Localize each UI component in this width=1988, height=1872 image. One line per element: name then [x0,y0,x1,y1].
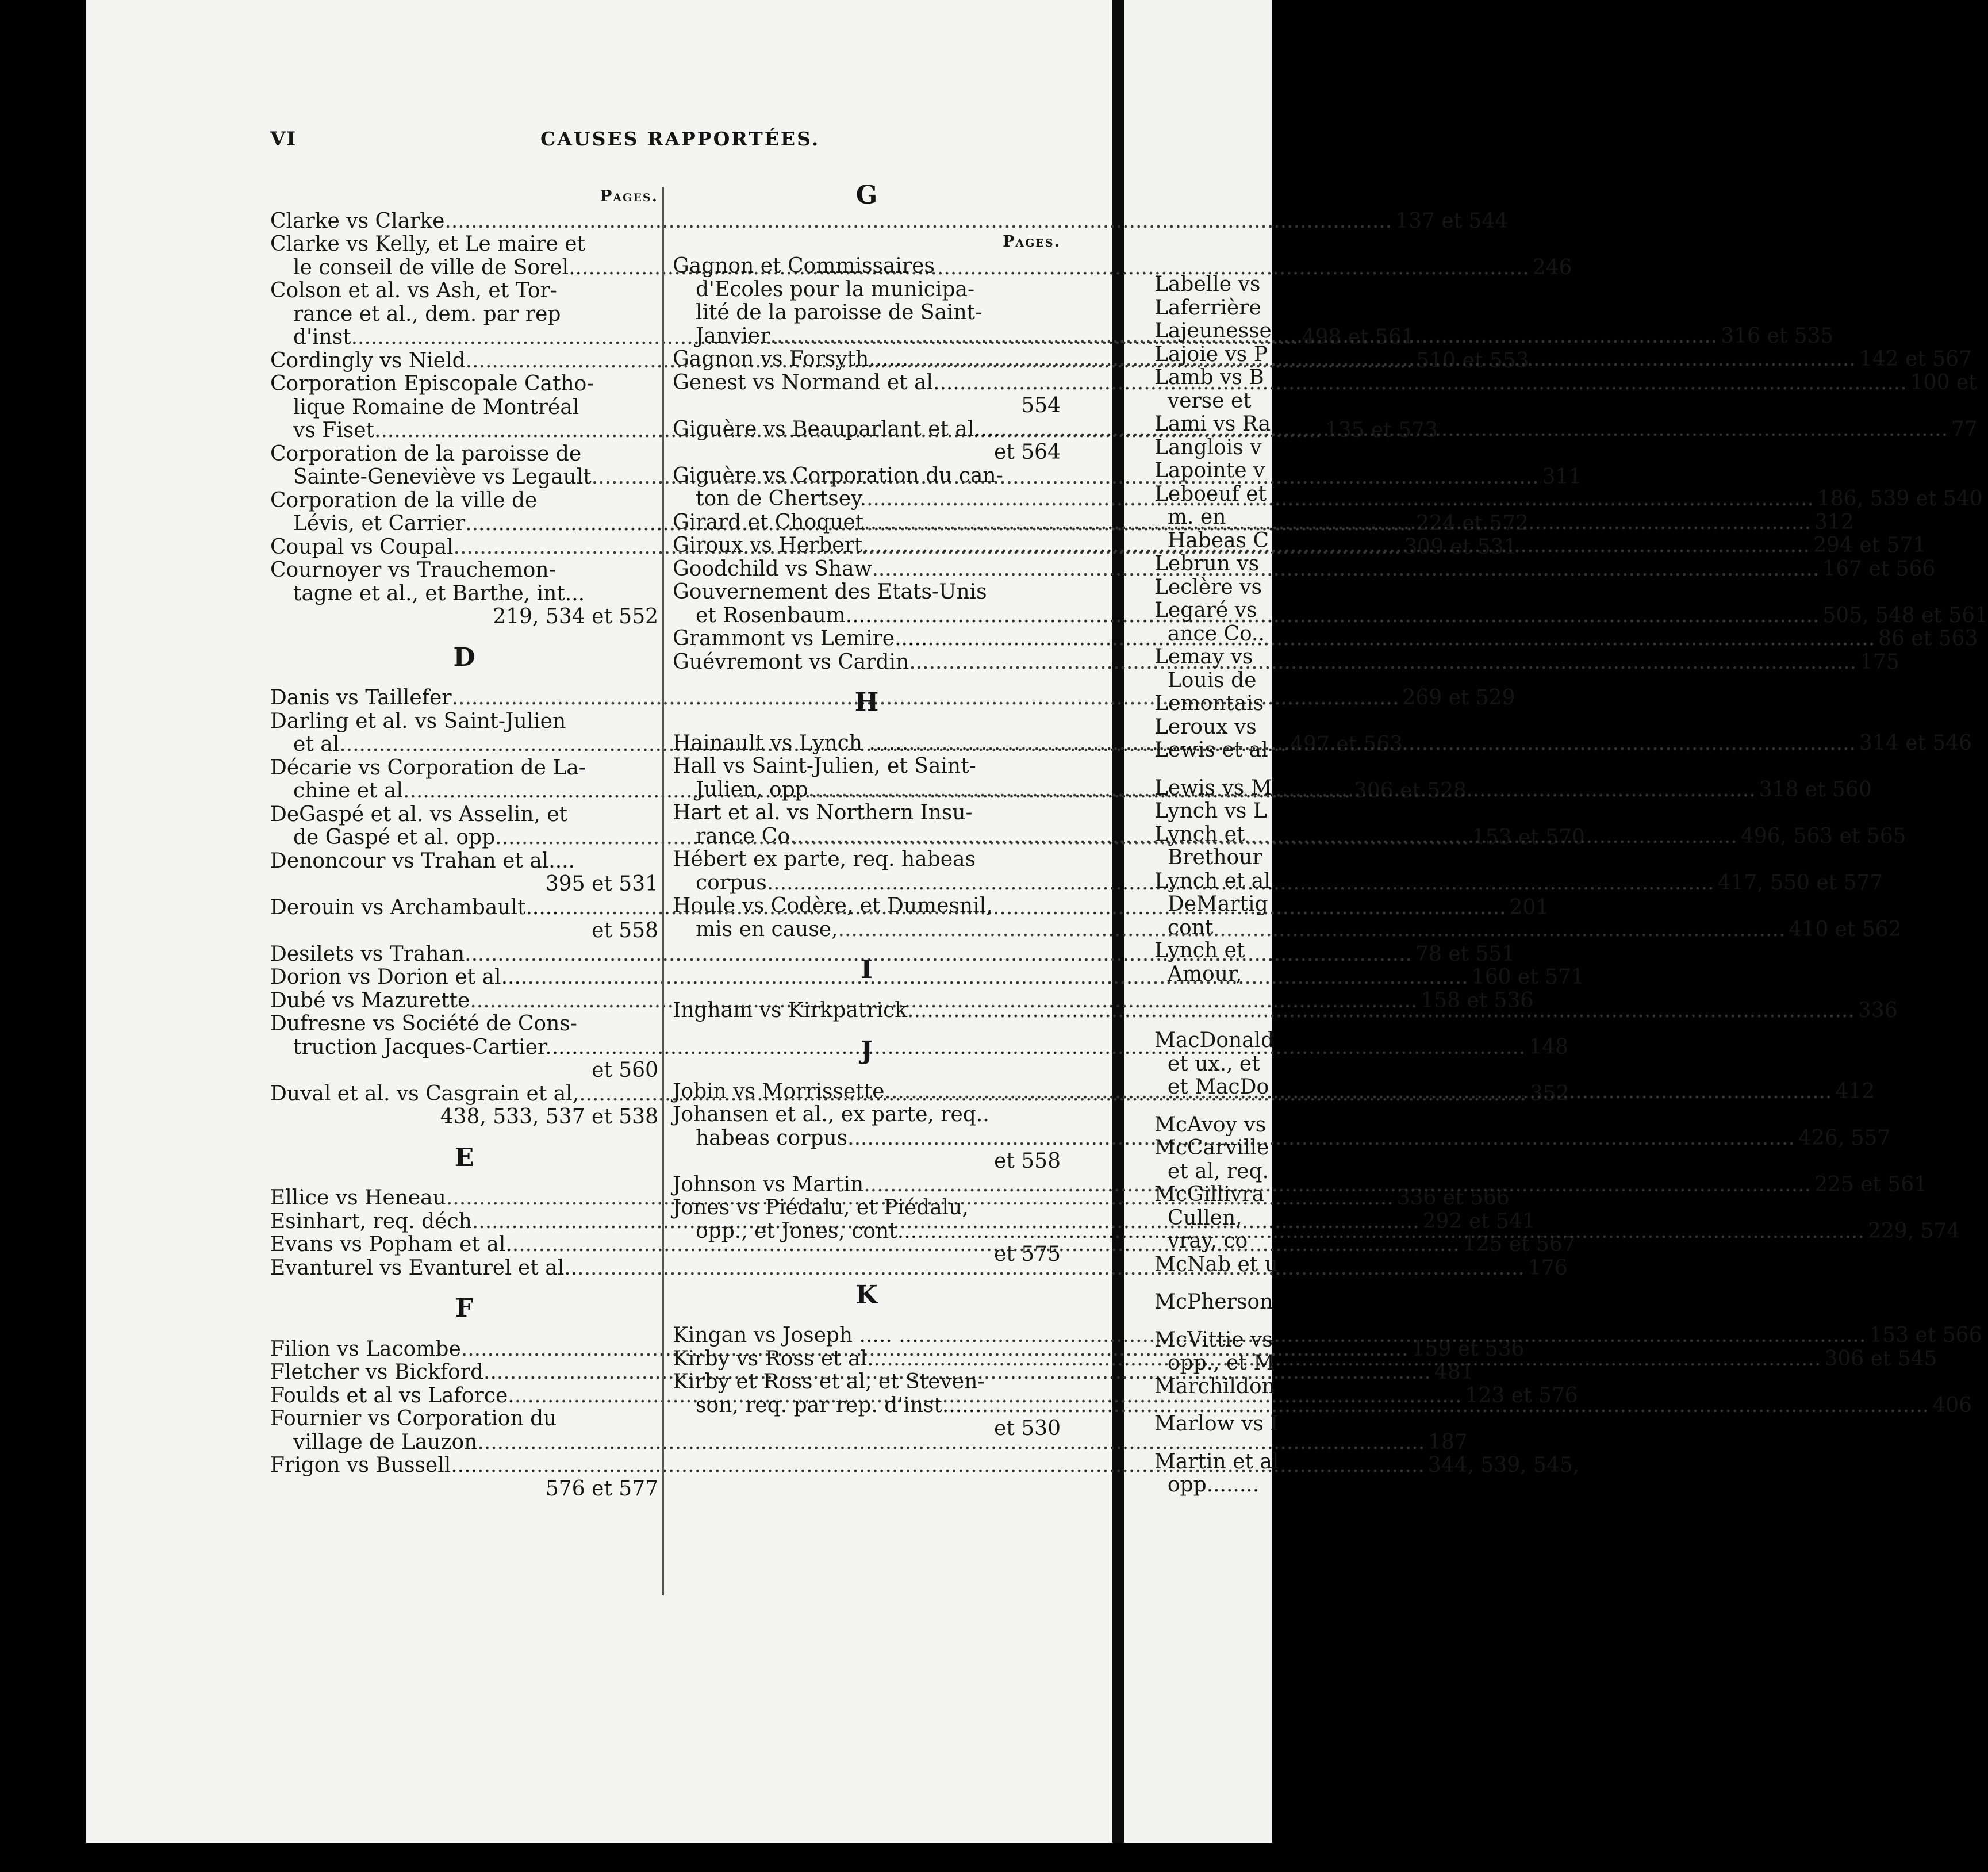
page-reference: et 558 [592,919,658,942]
entry-line [673,1417,1061,1441]
page-reference: et 575 [994,1242,1061,1266]
page-reference: 123 et 576 [1465,1383,1578,1407]
running-title: CAUSES RAPPORTÉES. [540,128,820,150]
adjacent-page-fragment: Langlois v [1154,435,1262,459]
entry-line [270,233,658,256]
adjacent-page-fragment: Lamb vs B [1154,366,1264,389]
page-reference: 426, 557 [1798,1126,1891,1150]
page-reference: et 558 [994,1149,1061,1173]
page-number: VI [270,128,297,151]
adjacent-page-fragment: Leclère vs [1154,575,1262,599]
adjacent-page-fragment: Cullen, [1154,1206,1242,1230]
case-name: Desilets vs Trahan [270,942,465,966]
adjacent-page-fragment: Labelle vs [1154,273,1261,296]
case-name: Houle vs Codère, et Dumesnil, [673,894,993,918]
case-name: Lévis, et Carrier [293,512,466,535]
case-name: village de Lauzon [293,1430,478,1454]
page-reference: 406 [1932,1393,1972,1417]
entry-line [270,757,658,780]
case-name: Sainte-Geneviève vs Legault [293,465,592,489]
entry-line [270,803,658,827]
case-name: Duval et al. vs Casgrain et al, [270,1081,579,1106]
adjacent-page-fragment: m. en [1154,505,1226,529]
adjacent-page-fragment: Lami vs Ra [1154,412,1271,436]
page-reference: 294 et 571 [1813,534,1926,557]
section-letter: J [861,1036,873,1065]
entry-line [673,895,1061,918]
page-reference: 292 et 541 [1422,1209,1536,1233]
adjacent-page-fragment: opp........ [1154,1473,1260,1497]
case-name: Grammont vs Lemire..... [673,627,928,650]
spacer [1154,1436,1304,1451]
case-name: Johansen et al., ex parte, req.. [673,1103,989,1126]
case-name: Gouvernement des Etats-Unis [673,580,987,604]
case-name: Coupal vs Coupal [270,535,454,559]
case-name: Cournoyer vs Trauchemon- [270,558,556,582]
entry-line [270,1430,1468,1455]
page-reference: et 530 [994,1417,1061,1440]
case-name: Hart et al. vs Northern Insu- [673,801,973,824]
entry-line [673,848,1061,872]
case-name: Fournier vs Corporation du [270,1407,557,1430]
page-reference: 246 [1532,255,1572,279]
case-name: Clarke vs Clarke [270,209,445,233]
dot-leader [982,1394,1929,1418]
case-name: Girard et Choquet [673,510,864,534]
page-reference: 153 et 570 [1472,826,1585,849]
entry-line [673,1243,1061,1267]
case-name: Giguère vs Beauparlant et al.... [673,417,1001,441]
page-reference: 86 et 563 [1878,627,1978,650]
page-reference: 417, 550 et 577 [1717,870,1883,895]
case-name: Esinhart, req. déch [270,1209,472,1233]
entry-line [270,1059,658,1083]
spacer [1154,1314,1304,1329]
adjacent-page-fragment: Laferrière [1154,296,1261,320]
dot-leader [872,558,1819,581]
index-entry [270,559,658,629]
dot-leader [863,1173,1811,1197]
page-reference: 186, 539 et 540 [1817,487,1983,511]
dot-leader [866,488,1814,511]
adjacent-page-fragment: Lemontais [1154,692,1264,715]
entry-line [270,1478,658,1501]
entry-line [673,301,1061,325]
adjacent-page-fragment: McNab et u [1154,1252,1278,1276]
case-name: Jones vs Piédalu, et Piédalu, [673,1196,969,1219]
case-name: rance Co [696,824,790,848]
index-entry [270,850,658,896]
dot-leader [885,1080,1832,1104]
adjacent-page-fragment: Lynch et al [1154,869,1271,893]
adjacent-page-fragment: DeMartig [1154,892,1268,916]
dot-leader [909,651,1856,674]
case-name: vs Fiset [293,419,374,442]
case-name: Jobin vs Morrissette [673,1079,885,1103]
case-name: Corporation de la ville de [270,488,538,512]
spacer [1154,1000,1304,1015]
case-name: le conseil de ville de Sorel.. [293,255,582,279]
entry-line [673,441,1061,465]
dot-leader [908,732,1856,755]
case-name: Julien, opp [696,777,808,801]
page-reference: 229, 574 [1867,1219,1960,1243]
adjacent-page-fragment: Brethour [1154,846,1262,869]
case-name: Kirby vs Ross et al. [673,1347,874,1371]
case-name: mis en cause, [696,917,838,941]
adjacent-page-fragment: Lynch vs L [1154,799,1267,823]
adjacent-page-fragment: McPherson [1154,1290,1273,1314]
dot-leader [1000,418,1948,442]
adjacent-page-fragment: et al, req. [1154,1159,1269,1183]
case-name: Colson et al. vs Ash, et Tor- [270,279,557,302]
case-name: opp., et Jones, cont... [696,1219,918,1243]
dot-leader [862,534,1810,558]
case-name: Dufresne vs Société de Cons- [270,1012,577,1035]
column-divider [662,187,664,1595]
section-letter: E [454,1142,474,1172]
entry-line [673,801,1061,825]
dot-leader [960,371,1907,395]
section-letter: F [455,1294,474,1323]
case-name: ton de Chertsey. [696,487,867,511]
case-name: Evanturel vs Evanturel et al.. [270,1256,578,1280]
page-reference: 201 [1509,895,1549,919]
entry-line [673,1371,1061,1394]
adjacent-page-fragment: Lynch et [1154,939,1245,962]
case-name: Janvier [696,324,770,348]
case-name: Giguère vs Corporation du can- [673,463,1003,488]
entry-line [673,278,1061,302]
adjacent-page-fragment: et ux., et [1154,1052,1260,1076]
case-name: Corporation Episcopale Catho- [270,372,594,396]
adjacent-page-fragment: ance Co.. [1154,622,1265,646]
entry-line [673,581,1061,604]
dot-leader [917,1220,1864,1244]
adjacent-page-column [1154,273,1304,1497]
page-reference: 158 et 536 [1421,988,1534,1012]
entry-line [673,394,1061,418]
spacer [1154,1099,1304,1114]
page-reference: 344, 539, 545, [1427,1453,1580,1477]
page-reference: 311 [1542,465,1582,489]
case-name: Kirby et Ross et al, et Steven- [673,1370,985,1394]
entry-line [270,1012,658,1036]
adjacent-page-fragment: Leboeuf et [1154,482,1267,506]
adjacent-page-fragment: Lynch et [1154,822,1245,846]
entry-line [673,1103,1061,1127]
entry-line [270,582,658,606]
page-reference: 412 [1835,1079,1875,1103]
adjacent-page-fragment: Martin et al [1154,1449,1279,1474]
dot-leader [874,1348,1821,1371]
adjacent-page-fragment: Lewis vs M [1154,776,1272,800]
page-reference: 318 et 560 [1759,777,1872,801]
case-name: habeas corpus [696,1126,848,1150]
case-name: lité de la paroisse de Saint- [696,301,983,324]
dot-leader [919,1324,1866,1348]
entry-line [270,559,658,582]
case-name: tagne et al., et Barthe, int... [293,581,585,605]
spacer [1154,762,1304,777]
case-name: d'inst [293,325,351,349]
adjacent-page-fragment: verse et [1154,389,1252,413]
case-name: Evans vs Popham et al. [270,1233,512,1256]
page-reference: 312 [1814,510,1854,534]
case-name: chine et al [293,779,403,803]
case-name: Hébert ex parte, req. habeas [673,847,976,871]
adjacent-page-fragment: McGillivra [1154,1183,1264,1206]
case-name: Derouin vs Archambault..... [270,895,559,919]
case-name: Frigon vs Bussell.... [270,1453,477,1477]
entry-line [270,209,1509,233]
page-reference: 135 et 573 [1325,419,1438,442]
page-reference: 187 [1428,1430,1468,1454]
case-name: Décarie vs Corporation de La- [270,755,586,780]
page-reference: 137 et 544 [1395,209,1509,233]
page-reference: et 560 [592,1058,658,1082]
dot-leader [838,915,1786,942]
case-name: Gagnon et Commissaires [673,254,935,278]
dot-leader [847,1127,1795,1150]
entry-line [673,465,1061,488]
case-name: DeGaspé et al. vs Asselin, et [270,802,568,826]
page-reference: 510 et 553 [1416,348,1529,373]
adjacent-page-fragment: Habeas C [1154,528,1269,553]
dot-leader [908,348,1856,371]
section-letter: D [453,642,475,672]
entry-line [270,710,658,734]
case-name: Kingan vs Joseph ..... ... [673,1324,919,1347]
page-reference: 77 [1951,417,1978,441]
adjacent-page-fragment: McAvoy vs [1154,1113,1267,1137]
entry-line [673,1196,1061,1220]
page-reference: et 564 [994,440,1061,464]
case-name: Johnson vs Martin [673,1172,864,1196]
case-name: corpus [696,870,767,895]
case-name: Dubé vs Mazurette [270,988,470,1012]
case-name: Giroux vs Herbert [673,534,863,557]
entry-line [270,1106,658,1129]
page-reference: 269 et 529 [1402,686,1515,709]
section-letter: G [855,181,878,210]
case-name: d'Ecoles pour la municipa- [696,277,975,301]
dot-leader [863,511,1811,535]
section-letter: H [854,688,879,717]
section-letter: I [861,955,873,984]
spacer [1154,1015,1304,1029]
case-name: Guévremont vs Cardin [673,650,909,674]
page-reference: 316 et 535 [1721,324,1834,348]
entry-line [270,443,658,466]
adjacent-page-fragment: Marlow vs I [1154,1412,1279,1436]
page-reference: 306 et 528 [1353,779,1467,803]
page-reference: 142 et 567 [1859,347,1972,371]
case-name: Cordingly vs Nield [270,348,466,373]
entry-line [270,873,658,896]
page-reference: 153 et 566 [1869,1324,1982,1347]
entry-line [270,1407,658,1431]
entry-line [673,255,1061,278]
entry-line [270,489,658,513]
page-reference: 225 et 561 [1814,1172,1928,1196]
page-reference: 395 et 531 [545,872,658,896]
case-name: Hainault vs Lynch ...... [673,731,909,755]
adjacent-page-fragment: Leroux vs [1154,715,1257,739]
adjacent-page-fragment: Lewis et al [1154,738,1268,762]
entry-line [270,919,658,943]
page-reference: 497 et 563 [1290,732,1403,756]
adjacent-page-fragment: Lemay vs [1154,645,1253,669]
dot-leader [907,999,1855,1023]
case-name: rance et al., dem. par rep [293,302,561,326]
page-reference: 224 et 572 [1415,512,1529,535]
entry-line [270,850,658,873]
section-letter: K [855,1280,878,1310]
page-reference: 352 [1529,1081,1569,1106]
spacer [1154,1276,1304,1291]
case-name: Gagnon vs Forsyth...... [673,347,909,371]
adjacent-page-fragment: Lajeunesse [1154,319,1272,343]
case-name: Darling et al. vs Saint-Julien [270,709,566,733]
page-reference: 498 et 561 [1302,325,1415,349]
page-reference: 100 et [1910,370,1977,394]
adjacent-page-fragment: opp., et M [1154,1351,1275,1375]
case-name: Dorion vs Dorion et al... [270,965,521,989]
case-name: truction Jacques-Cartier..... [293,1035,578,1059]
case-name: Ingham vs Kirkpatrick [673,998,908,1022]
case-name: Clarke vs Kelly, et Le maire et [270,232,585,256]
page-reference: 160 et 571 [1471,965,1584,989]
case-name: Ellice vs Heneau [270,1186,446,1210]
spacer [1154,1398,1304,1413]
page-reference: 148 [1529,1035,1569,1059]
adjacent-page-fragment: Lebrun vs [1154,552,1260,576]
pages-column-label: Pages. [600,187,658,205]
case-name: Goodchild vs Shaw [673,557,872,581]
page-reference: 554 [1021,394,1061,417]
case-name: Hall vs Saint-Julien, et Saint- [673,754,976,778]
page-reference: 505, 548 et 561 [1822,603,1988,627]
pages-column-label: Pages. [1003,232,1061,251]
case-name: Danis vs Taillefer [270,686,452,709]
case-name: lique Romaine de Montréal [293,395,579,419]
dot-leader [872,604,1820,628]
page-reference: 176 [1528,1256,1568,1280]
case-name: et al [293,732,340,756]
dot-leader [927,627,1875,651]
entry-line [270,396,658,420]
entry-line [270,303,658,327]
page-reference: 306 et 545 [1824,1347,1937,1371]
spacer [1154,986,1304,1000]
page-reference: 410 et 562 [1789,917,1902,941]
page-reference: 438, 533, 537 et 538 [440,1105,658,1129]
case-name: Fletcher vs Bickford [270,1360,484,1384]
page-reference: 175 [1860,650,1899,674]
page-reference: 309 et 531 [1404,535,1517,559]
entry-line [270,373,658,396]
adjacent-page-fragment: Marchildon [1154,1374,1275,1398]
page-reference: 78 et 551 [1415,942,1515,966]
adjacent-page-fragment: cont [1154,915,1214,939]
entry-line [673,1150,1061,1173]
adjacent-page-fragment: Legaré vs [1154,599,1257,622]
page-reference: 125 et 567 [1463,1233,1576,1256]
page-reference: 219, 534 et 552 [493,605,658,628]
entry-line [270,279,658,303]
adjacent-page-fragment: Lajoie vs P [1154,342,1268,366]
case-name: Denoncour vs Trahan et al.... [270,849,575,873]
page-reference: 159 et 536 [1411,1337,1525,1361]
entry-line [270,605,658,629]
page-reference: 496, 563 et 565 [1740,824,1906,848]
adjacent-page-fragment: McVittie vs [1154,1328,1273,1352]
adjacent-page-fragment: Louis de [1154,668,1257,692]
adjacent-page-fragment: Lapointe v [1154,459,1265,482]
adjacent-page-fragment: et MacDo [1154,1075,1269,1099]
case-name: Genest vs Normand et al.... [673,370,960,394]
case-name: Filion vs Lacombe [270,1337,461,1361]
case-name: et Rosenbaum.... [696,603,872,627]
page-reference: 576 et 577 [545,1476,658,1501]
case-name: son, req. par rep. d'inst...... [696,1393,982,1417]
case-name: Corporation de la paroisse de [270,442,582,466]
adjacent-page-fragment: MacDonald [1154,1029,1275,1052]
case-name: Foulds et al vs Laforce. [270,1383,515,1407]
adjacent-page-fragment: Amour, [1154,962,1242,986]
adjacent-page-fragment: McCarville [1154,1136,1269,1160]
adjacent-page-fragment: vray, co [1154,1229,1248,1253]
case-name: de Gaspé et al. opp.... [293,826,521,849]
index-entry [270,209,1509,233]
page-reference: 336 [1857,998,1898,1022]
page-reference: 167 et 566 [1822,557,1936,581]
page-reference: 336 et 566 [1396,1186,1510,1210]
entry-line [673,755,1061,778]
page-reference: 314 et 546 [1859,731,1972,755]
page-reference: 481 [1434,1360,1474,1384]
